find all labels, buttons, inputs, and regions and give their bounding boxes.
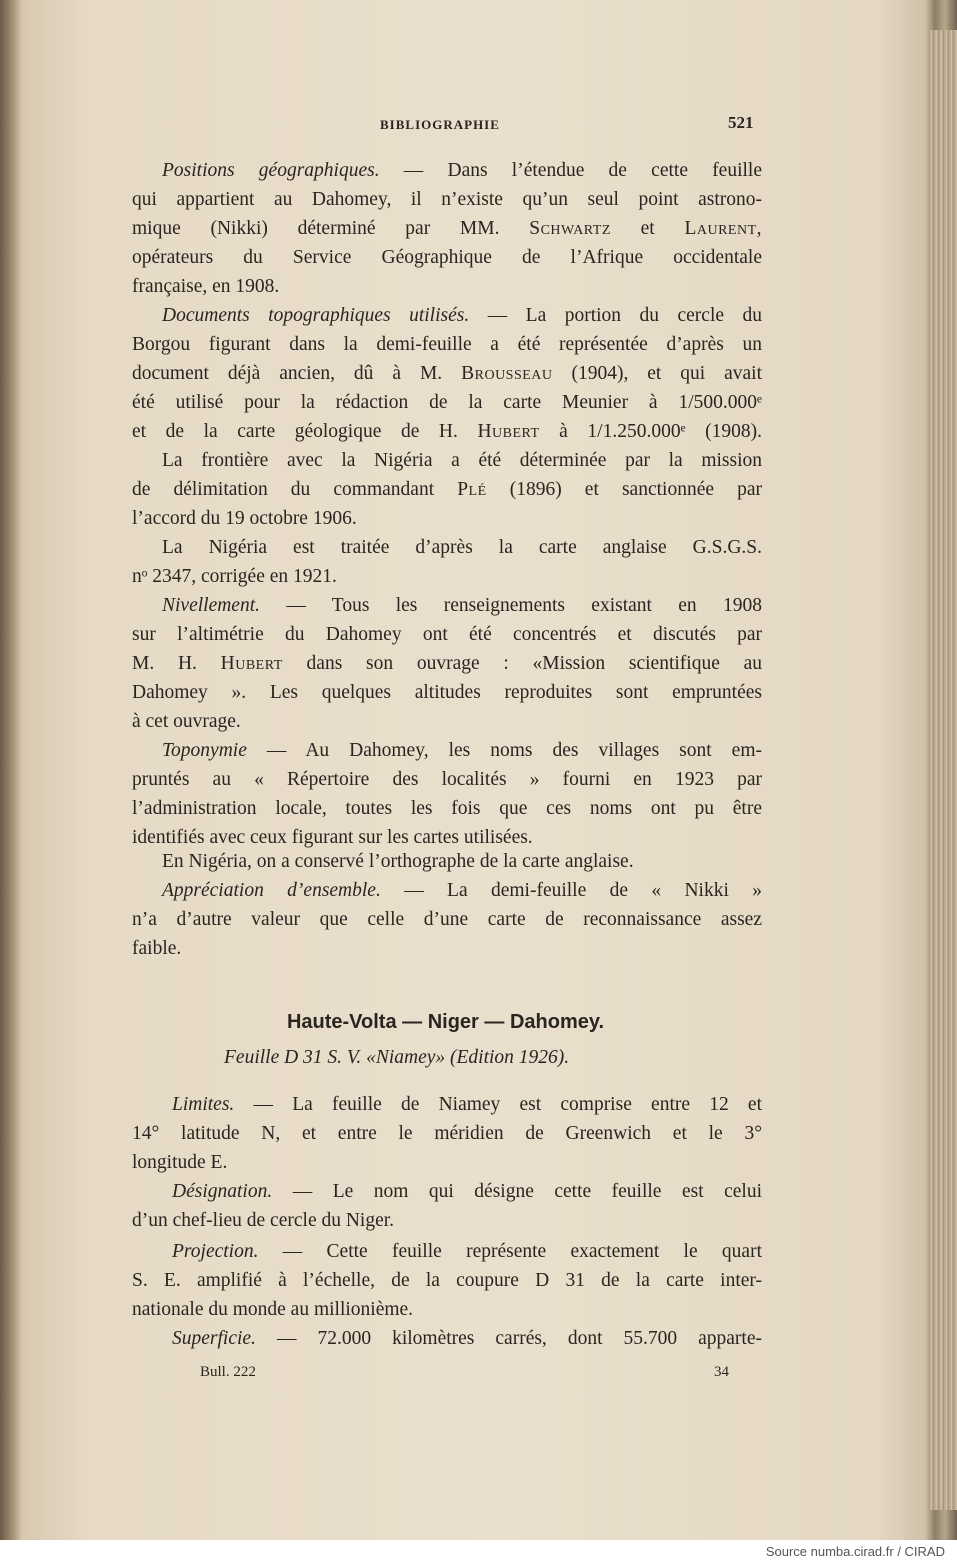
text-line: Borgou figurant dans la demi-feuille a été représentée d’après un <box>132 334 762 355</box>
text-line: nᵒ 2347, corrigée en 1921. <box>132 566 337 587</box>
book-gutter-shadow <box>0 0 22 1540</box>
text-line: longitude E. <box>132 1152 228 1173</box>
text-line: de délimitation du commandant Plé (1896) et sanctionnée par <box>132 479 762 500</box>
text-line: Documents topographiques utilisés. — La portion du cercle du <box>162 305 762 326</box>
text-line: Toponymie — Au Dahomey, les noms des villages sont em- <box>162 740 762 761</box>
sheet-title: Feuille D 31 S. V. «Niamey» (Edition 1926). <box>224 1047 570 1068</box>
text-line: Appréciation d’ensemble. — La demi-feuille de « Nikki » <box>162 880 762 901</box>
paragraph-label: Désignation. <box>172 1181 273 1202</box>
paragraph-label: Positions géographiques. <box>162 160 380 181</box>
text-line: 14° latitude N, et entre le méridien de Greenwich et le 3° <box>132 1123 762 1144</box>
text-line: pruntés au « Répertoire des localités » fourni en 1923 par <box>132 769 762 790</box>
author-name: Schwartz <box>529 218 611 239</box>
paragraph-label: Projection. <box>172 1241 259 1262</box>
text-line: faible. <box>132 938 182 959</box>
paragraph-label: Limites. <box>172 1094 235 1115</box>
text-line: l’accord du 19 octobre 1906. <box>132 508 357 529</box>
text-line: La frontière avec la Nigéria a été déterminée par la mission <box>162 450 762 471</box>
text-line: Superficie. — 72.000 kilomètres carrés, dont 55.700 apparte- <box>172 1328 762 1349</box>
text-line: La Nigéria est traitée d’après la carte anglaise G.S.G.S. <box>162 537 762 558</box>
running-head: BIBLIOGRAPHIE <box>380 117 500 132</box>
text-line: mique (Nikki) déterminé par MM. Schwartz et Laurent, <box>132 218 763 239</box>
author-name: Plé <box>457 479 487 500</box>
text-line: nationale du monde au millionième. <box>132 1299 414 1320</box>
text-line: n’a d’autre valeur que celle d’une carte de reconnaissance assez <box>132 909 762 930</box>
text-line: française, en 1908. <box>132 276 280 297</box>
text-line: sur l’altimétrie du Dahomey ont été concentrés et discutés par <box>132 624 762 645</box>
text-line: S. E. amplifié à l’échelle, de la coupure D 31 de la carte inter- <box>132 1270 762 1291</box>
text-line: Projection. — Cette feuille représente exactement le quart <box>172 1241 762 1262</box>
paragraph-label: Documents topographiques utilisés. <box>162 305 470 326</box>
text-line: à cet ouvrage. <box>132 711 241 732</box>
text-line: qui appartient au Dahomey, il n’existe qu’un seul point astrono- <box>132 189 762 210</box>
text-line: Nivellement. — Tous les renseignements existant en 1908 <box>162 595 762 616</box>
text-line: Dahomey ». Les quelques altitudes reproduites sont empruntées <box>132 682 762 703</box>
page-number: 521 <box>728 113 754 132</box>
signature-mark: Bull. 222 <box>200 1364 256 1380</box>
text-line: et de la carte géologique de H. Hubert à 1/1.250.000ᵉ (1908). <box>132 421 762 442</box>
text-line: Désignation. — Le nom qui désigne cette feuille est celui <box>172 1181 762 1202</box>
author-name: Brousseau <box>461 363 553 384</box>
author-name: Hubert <box>477 421 540 442</box>
text-line: opérateurs du Service Géographique de l’Afrique occidentale <box>132 247 762 268</box>
author-name: Laurent, <box>684 218 763 239</box>
credit-bar <box>0 1540 957 1566</box>
paragraph-label: Superficie. <box>172 1328 256 1349</box>
paragraph-label: Nivellement. <box>162 595 261 616</box>
text-line: document déjà ancien, dû à M. Brousseau (1904), et qui avait <box>132 363 763 384</box>
author-name: Hubert <box>220 653 283 674</box>
page-stack-edge <box>930 30 957 1510</box>
text-line: d’un chef-lieu de cercle du Niger. <box>132 1210 395 1231</box>
paragraph-label: Toponymie <box>162 740 247 761</box>
text-line: M. H. Hubert dans son ouvrage : «Mission scientifique au <box>132 653 763 674</box>
section-title: Haute-Volta — Niger — Dahomey. <box>286 1011 605 1033</box>
text-line: En Nigéria, on a conservé l’orthographe de la carte anglaise. <box>162 851 634 872</box>
text-line: Positions géographiques. — Dans l’étendue de cette feuille <box>162 160 762 181</box>
sheet-number: 34 <box>714 1364 729 1380</box>
source-credit: Source numba.cirad.fr / CIRAD <box>765 1544 945 1559</box>
text-line: l’administration locale, toutes les fois que ces noms ont pu être <box>132 798 762 819</box>
paragraph-label: Appréciation d’ensemble. <box>162 880 381 901</box>
text-line: Limites. — La feuille de Niamey est comprise entre 12 et <box>172 1094 762 1115</box>
text-line: été utilisé pour la rédaction de la carte Meunier à 1/500.000ᵉ <box>132 392 762 413</box>
text-line: identifiés avec ceux figurant sur les cartes utilisées. <box>132 827 533 848</box>
